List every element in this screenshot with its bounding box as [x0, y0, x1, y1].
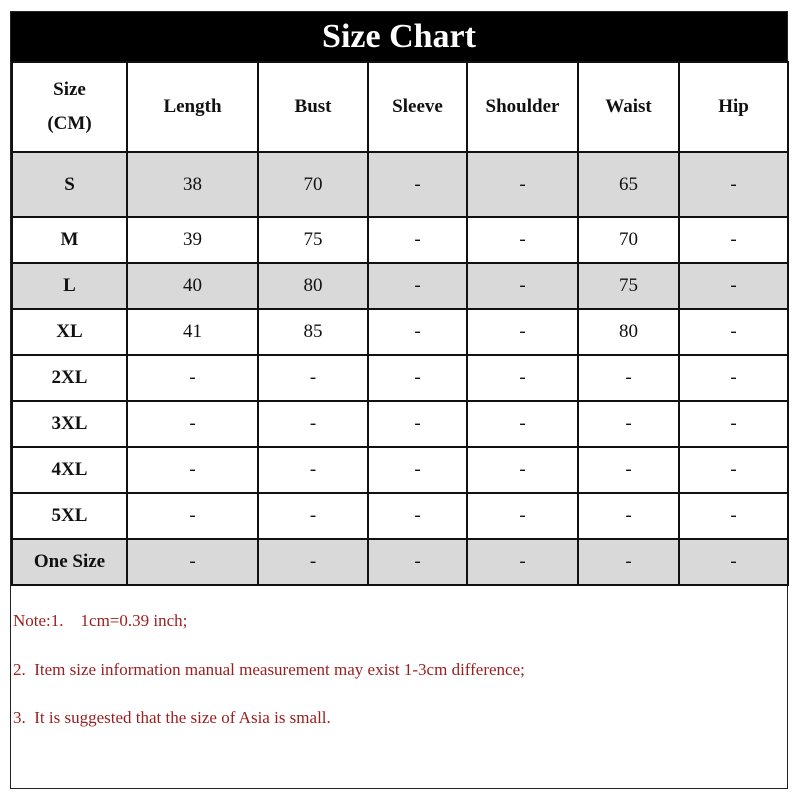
- value-cell: 70: [578, 217, 679, 263]
- value-cell: -: [368, 309, 467, 355]
- size-cell: 2XL: [12, 355, 127, 401]
- value-cell: -: [578, 355, 679, 401]
- header-sleeve: Sleeve: [368, 62, 467, 152]
- value-cell: 75: [578, 263, 679, 309]
- size-cell: 4XL: [12, 447, 127, 493]
- value-cell: 38: [127, 152, 258, 217]
- chart-title: Size Chart: [11, 12, 787, 61]
- value-cell: 40: [127, 263, 258, 309]
- value-cell: -: [578, 493, 679, 539]
- value-cell: -: [679, 217, 788, 263]
- value-cell: -: [368, 355, 467, 401]
- value-cell: -: [679, 309, 788, 355]
- note-line-2: 2. Item size information manual measurement may exist 1-3cm difference;: [13, 660, 525, 679]
- value-cell: -: [679, 401, 788, 447]
- header-shoulder: Shoulder: [467, 62, 578, 152]
- value-cell: -: [467, 309, 578, 355]
- value-cell: -: [258, 355, 368, 401]
- value-cell: 70: [258, 152, 368, 217]
- value-cell: -: [679, 152, 788, 217]
- table-row: [12, 309, 788, 355]
- size-cell: S: [12, 152, 127, 217]
- size-cell: One Size: [12, 539, 127, 585]
- value-cell: -: [258, 493, 368, 539]
- size-chart-frame: [10, 11, 788, 789]
- value-cell: 41: [127, 309, 258, 355]
- value-cell: -: [578, 401, 679, 447]
- table-row: [12, 263, 788, 309]
- value-cell: 85: [258, 309, 368, 355]
- value-cell: -: [258, 447, 368, 493]
- header-row: [12, 62, 788, 152]
- value-cell: -: [467, 493, 578, 539]
- size-cell: 3XL: [12, 401, 127, 447]
- value-cell: -: [467, 217, 578, 263]
- size-cell: M: [12, 217, 127, 263]
- value-cell: -: [127, 355, 258, 401]
- value-cell: -: [127, 493, 258, 539]
- value-cell: -: [368, 539, 467, 585]
- value-cell: -: [679, 355, 788, 401]
- value-cell: -: [679, 539, 788, 585]
- table-row: [12, 217, 788, 263]
- table-row: [12, 355, 788, 401]
- value-cell: 65: [578, 152, 679, 217]
- header-hip: Hip: [679, 62, 788, 152]
- size-cell: XL: [12, 309, 127, 355]
- size-cell: 5XL: [12, 493, 127, 539]
- value-cell: -: [258, 401, 368, 447]
- header-bust: Bust: [258, 62, 368, 152]
- size-cell: L: [12, 263, 127, 309]
- value-cell: 80: [258, 263, 368, 309]
- table-row: [12, 493, 788, 539]
- value-cell: -: [368, 263, 467, 309]
- value-cell: -: [127, 401, 258, 447]
- table-row: [12, 152, 788, 217]
- value-cell: -: [368, 152, 467, 217]
- size-header-unit: (CM): [47, 113, 92, 134]
- value-cell: -: [127, 539, 258, 585]
- value-cell: -: [368, 493, 467, 539]
- value-cell: -: [679, 447, 788, 493]
- table-body: [12, 152, 788, 585]
- value-cell: -: [368, 217, 467, 263]
- value-cell: 75: [258, 217, 368, 263]
- value-cell: -: [467, 152, 578, 217]
- header-length: Length: [127, 62, 258, 152]
- value-cell: -: [467, 355, 578, 401]
- value-cell: -: [679, 493, 788, 539]
- value-cell: 80: [578, 309, 679, 355]
- value-cell: -: [467, 539, 578, 585]
- value-cell: -: [467, 401, 578, 447]
- value-cell: -: [578, 447, 679, 493]
- table-row: [12, 539, 788, 585]
- value-cell: -: [368, 401, 467, 447]
- value-cell: 39: [127, 217, 258, 263]
- header-waist: Waist: [578, 62, 679, 152]
- value-cell: -: [368, 447, 467, 493]
- value-cell: -: [679, 263, 788, 309]
- size-header: [12, 62, 127, 152]
- value-cell: -: [127, 447, 258, 493]
- value-cell: -: [578, 539, 679, 585]
- size-header-label: Size: [53, 79, 86, 100]
- table-row: [12, 447, 788, 493]
- size-table: [11, 61, 789, 586]
- value-cell: -: [258, 539, 368, 585]
- value-cell: -: [467, 263, 578, 309]
- note-line-1: Note:1. 1cm=0.39 inch;: [13, 611, 188, 630]
- value-cell: -: [467, 447, 578, 493]
- note-line-3: 3. It is suggested that the size of Asia is small.: [13, 708, 331, 727]
- table-row: [12, 401, 788, 447]
